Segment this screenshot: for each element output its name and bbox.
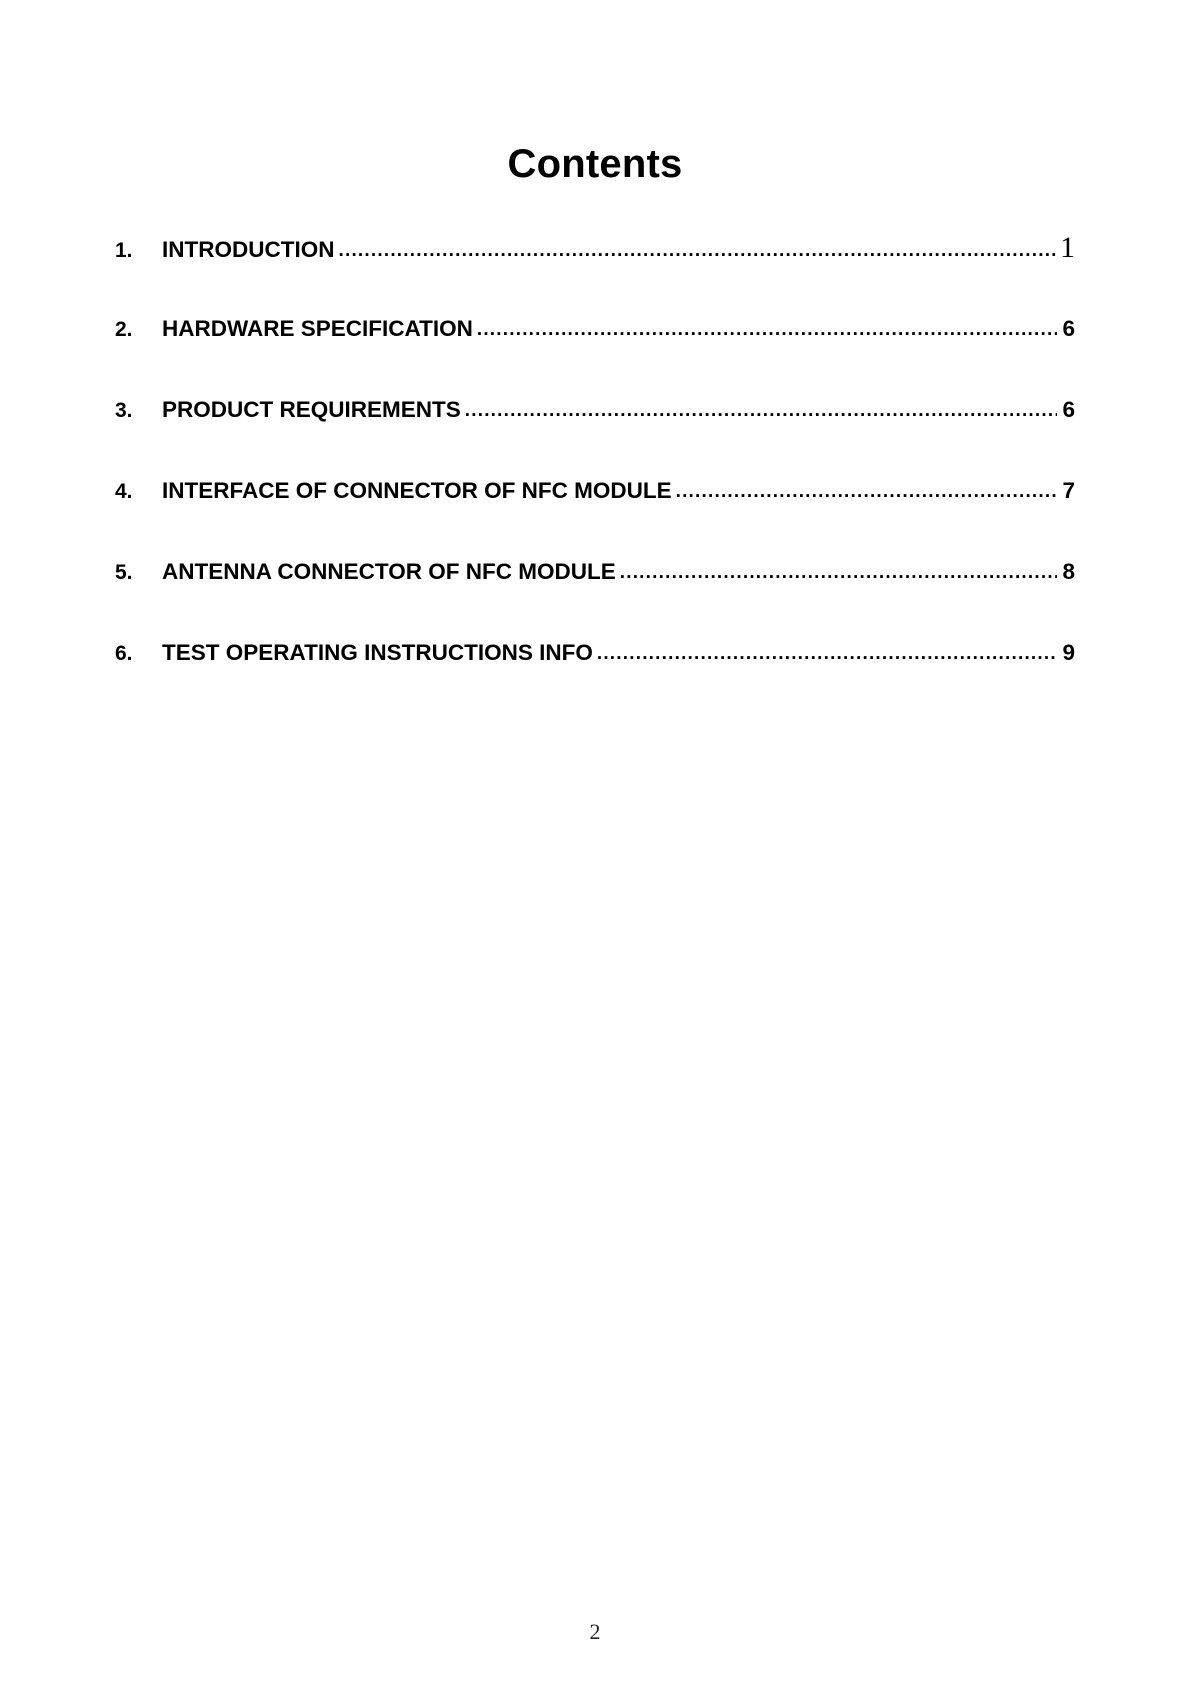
toc-entry-page: 6 <box>1062 397 1075 422</box>
footer-page-number: 2 <box>589 1619 601 1644</box>
toc-dot-leader <box>339 234 1057 266</box>
toc-entry-label: ANTENNA CONNECTOR OF NFC MODULE <box>162 559 616 584</box>
toc-entry-number: 6. <box>115 642 133 665</box>
toc-dot-leader <box>676 475 1057 507</box>
toc-entry-page: 8 <box>1062 559 1075 584</box>
toc-entry-page: 1 <box>1060 231 1075 264</box>
toc-entry-label: INTERFACE OF CONNECTOR OF NFC MODULE <box>162 478 672 503</box>
toc-entry-label: PRODUCT REQUIREMENTS <box>162 397 461 422</box>
toc-entry-product-requirements[interactable] <box>115 395 1075 425</box>
toc-dot-leader <box>597 637 1057 669</box>
toc-entry-number: 3. <box>115 399 133 422</box>
toc-entry-page: 6 <box>1062 316 1075 341</box>
toc-entry-hardware-specification[interactable] <box>115 314 1075 344</box>
toc-entry-page: 9 <box>1062 640 1075 665</box>
toc-entry-label: INTRODUCTION <box>162 237 335 262</box>
toc-entry-label: TEST OPERATING INSTRUCTIONS INFO <box>162 640 593 665</box>
toc-entry-introduction[interactable] <box>115 233 1075 263</box>
toc-entry-number: 1. <box>115 239 133 262</box>
toc-dot-leader <box>465 394 1057 426</box>
toc-dot-leader <box>620 556 1057 588</box>
toc-entry-number: 5. <box>115 561 133 584</box>
toc-dot-leader <box>477 313 1057 345</box>
toc-entry-page: 7 <box>1062 478 1075 503</box>
toc-entry-antenna-connector[interactable] <box>115 557 1075 587</box>
toc-entry-number: 4. <box>115 480 133 503</box>
toc-entry-label: HARDWARE SPECIFICATION <box>162 316 473 341</box>
toc-entry-test-operating-instructions[interactable] <box>115 638 1075 668</box>
page-title: Contents <box>507 142 683 186</box>
toc-entry-interface-of-connector[interactable] <box>115 476 1075 506</box>
toc-entry-number: 2. <box>115 318 133 341</box>
